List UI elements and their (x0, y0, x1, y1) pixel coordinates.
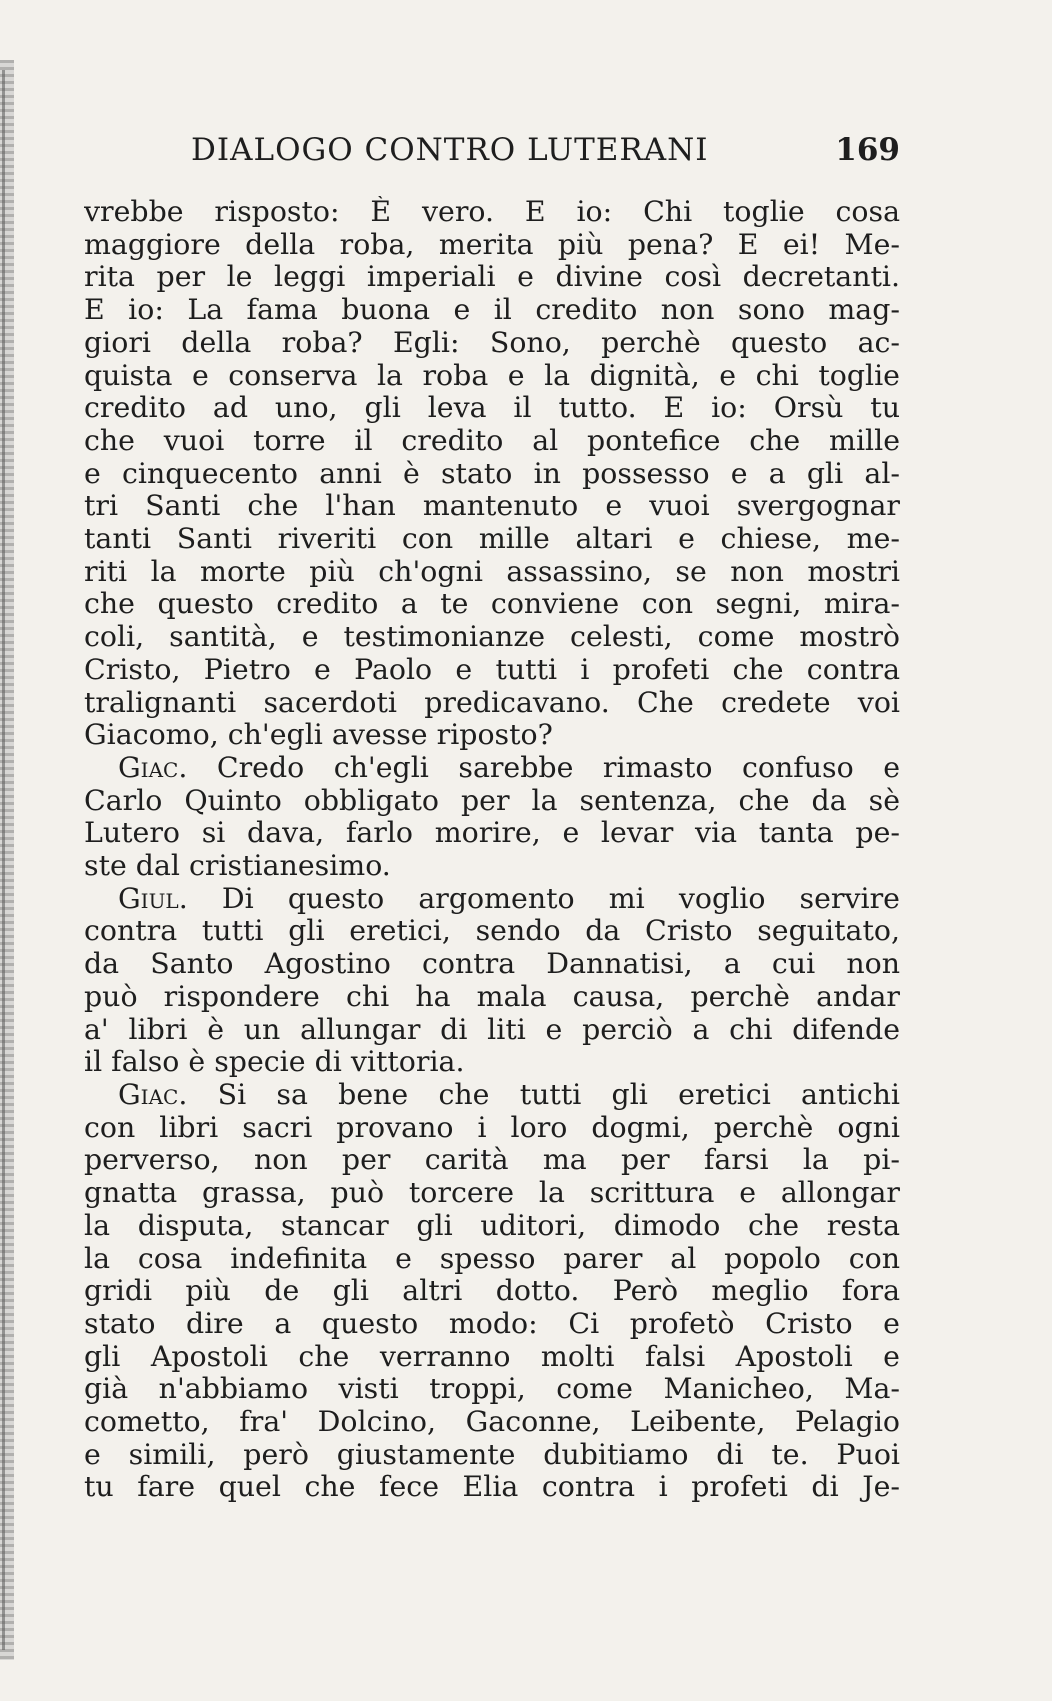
text-line: stato dire a questo modo: Ci profetò Cristo e (84, 1307, 900, 1340)
dialogue-line (84, 752, 900, 785)
book-page (84, 120, 900, 1504)
dialogue-line (84, 883, 900, 916)
scan-binding-shadow (2, 70, 5, 1650)
text-line: che questo credito a te conviene con segni, mira- (84, 588, 900, 621)
text-line: riti la morte più ch'ogni assassino, se non mostri (84, 555, 900, 588)
text-line: coli, santità, e testimonianze celesti, come mostrò (84, 621, 900, 654)
body-text (84, 196, 900, 1504)
text-line: e cinquecento anni è stato in possesso e a gli al- (84, 457, 900, 490)
text-line: contra tutti gli eretici, sendo da Cristo seguitato, (84, 915, 900, 948)
text-line: tanti Santi riveriti con mille altari e chiese, me- (84, 523, 900, 556)
text-line: ste dal cristianesimo. (84, 850, 391, 883)
text-line: Lutero si dava, farlo morire, e levar via tanta pe- (84, 817, 900, 850)
text-line: maggiore della roba, merita più pena? E ei! Me- (84, 228, 900, 261)
text-line: credito ad uno, gli leva il tutto. E io: Orsù tu (84, 392, 900, 425)
text-line: a' libri è un allungar di liti e perciò a chi difende (84, 1013, 900, 1046)
speaker-label: Giul. (118, 882, 188, 915)
text-line: giori della roba? Egli: Sono, perchè questo ac- (84, 326, 900, 359)
dialogue-text: Si sa bene che tutti gli eretici antichi (217, 1078, 900, 1111)
text-line: tri Santi che l'han mantenuto e vuoi svergognar (84, 490, 900, 523)
speaker-label: Giac. (118, 1078, 188, 1111)
text-line: Carlo Quinto obbligato per la sentenza, che da sè (84, 784, 900, 817)
text-line: il falso è specie di vittoria. (84, 1046, 465, 1079)
text-line: gli Apostoli che verranno molti falsi Apostoli e (84, 1340, 900, 1373)
text-line: la cosa indefinita e spesso parer al popolo con (84, 1242, 900, 1275)
dialogue-line (84, 1079, 900, 1112)
text-line: Cristo, Pietro e Paolo e tutti i profeti che contra (84, 653, 900, 686)
page-header (84, 120, 900, 180)
text-line: da Santo Agostino contra Dannatisi, a cui non (84, 948, 900, 981)
text-line: quista e conserva la roba e la dignità, e chi toglie (84, 359, 900, 392)
text-line: perverso, non per carità ma per farsi la pi- (84, 1144, 900, 1177)
text-line: può rispondere chi ha mala causa, perchè andar (84, 980, 900, 1013)
text-line: e simili, però giustamente dubitiamo di te. Puoi (84, 1438, 900, 1471)
text-line: rita per le leggi imperiali e divine così decretanti. (84, 261, 900, 294)
text-line: E io: La fama buona e il credito non sono mag- (84, 294, 900, 327)
text-line: tu fare quel che fece Elia contra i profeti di Je- (84, 1471, 900, 1504)
speaker-label: Giac. (118, 751, 188, 784)
text-line: gnatta grassa, può torcere la scrittura e allongar (84, 1177, 900, 1210)
text-line: che vuoi torre il credito al pontefice che mille (84, 424, 900, 457)
running-title: DIALOGO CONTRO LUTERANI (191, 132, 709, 168)
dialogue-text: Credo ch'egli sarebbe rimasto confuso e (216, 751, 900, 784)
page-number: 169 (835, 132, 900, 168)
text-line: gridi più de gli altri dotto. Però meglio fora (84, 1275, 900, 1308)
text-line: Giacomo, ch'egli avesse riposto? (84, 719, 553, 752)
text-line: con libri sacri provano i loro dogmi, perchè ogni (84, 1111, 900, 1144)
text-line: tralignanti sacerdoti predicavano. Che credete voi (84, 686, 900, 719)
dialogue-text: Di questo argomento mi voglio servire (221, 882, 900, 915)
text-line: la disputa, stancar gli uditori, dimodo che resta (84, 1209, 900, 1242)
text-line: già n'abbiamo visti troppi, come Manicheo, Ma- (84, 1373, 900, 1406)
text-line: vrebbe risposto: È vero. E io: Chi toglie cosa (84, 196, 900, 228)
text-line: cometto, fra' Dolcino, Gaconne, Leibente, Pelagio (84, 1406, 900, 1439)
